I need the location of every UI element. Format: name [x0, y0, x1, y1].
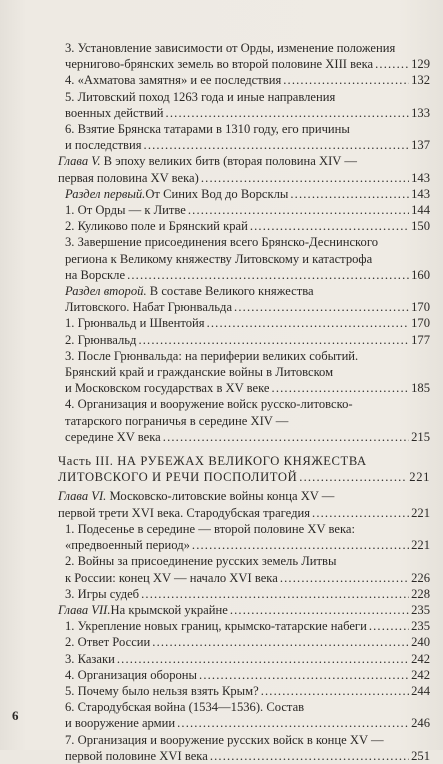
toc-entry-text: 5. Литовский поход 1263 года и иные направления	[65, 89, 336, 104]
dot-leader	[144, 137, 410, 153]
toc-entry-text: «предвоенный период»	[65, 538, 190, 553]
toc-page-number: 170	[411, 316, 430, 331]
dot-leader	[290, 186, 409, 202]
dot-leader	[127, 267, 409, 283]
toc-entry-text: В составе Великого княжества	[149, 284, 314, 299]
dot-leader	[375, 56, 409, 72]
toc-entry-text: Московско-литовские войны конца XV —	[109, 489, 335, 504]
dot-leader	[201, 170, 409, 186]
toc-entry-text: на Ворскле	[65, 267, 126, 282]
toc-page-number: 137	[411, 138, 430, 153]
toc-page-number: 215	[411, 429, 430, 444]
toc-entry	[58, 602, 430, 618]
dot-leader	[138, 332, 409, 348]
toc-page-number: 170	[411, 300, 430, 315]
toc-entry	[58, 72, 430, 88]
toc-entry-text: первой трети XVI века. Стародубская трагедия	[58, 505, 311, 520]
toc-page-number: 235	[411, 602, 430, 617]
toc-entry-text: середине XV века	[65, 429, 161, 444]
toc-entry	[58, 348, 430, 397]
toc-entry-text: На крымской украйне	[110, 602, 228, 617]
toc-entry-text: первая половина XV века)	[58, 170, 199, 185]
toc-entry-prefix: Глава VI.	[58, 489, 107, 504]
toc-entry-text: 5. Почему было нельзя взять Крым?	[65, 683, 259, 698]
toc-entry	[58, 202, 430, 218]
toc-page-number: 235	[411, 619, 430, 634]
toc-page-number: 221	[409, 470, 430, 485]
toc-entry-text: 1. От Орды — к Литве	[65, 203, 186, 218]
toc-page-number: 242	[411, 651, 430, 666]
toc-page-number: 221	[411, 538, 430, 553]
dot-leader	[177, 715, 409, 731]
toc-entry	[58, 683, 430, 699]
toc-entry	[58, 315, 430, 331]
toc-entry-text: Брянский край и гражданские войны в Литовском	[65, 365, 334, 380]
toc-entry	[58, 121, 430, 153]
dot-leader	[166, 105, 410, 121]
toc-page-number: 221	[411, 505, 430, 520]
toc-entry	[58, 651, 430, 667]
toc-page-number: 144	[411, 203, 430, 218]
toc-entry-text: 3. Установление зависимости от Орды, изменение положения	[65, 41, 396, 55]
dot-leader	[283, 72, 409, 88]
toc-entry	[58, 586, 430, 602]
dot-leader	[299, 469, 407, 485]
toc-entry	[58, 618, 430, 634]
toc-page-number: 251	[411, 748, 430, 763]
toc-entry-text: Литовского. Набат Грюнвальда	[65, 300, 233, 315]
toc-entry-text: первой половине XVI века	[65, 748, 208, 763]
toc-entry-text: ЛИТОВСКОГО И РЕЧИ ПОСПОЛИТОЙ	[58, 470, 298, 485]
toc-entry	[58, 186, 430, 202]
toc-entry	[58, 283, 430, 315]
toc-page-number: 242	[411, 667, 430, 682]
toc-entry-prefix: Раздел второй.	[65, 284, 147, 299]
toc-page-number: 240	[411, 635, 430, 650]
toc-entry-text: и последствия	[65, 138, 142, 153]
dot-leader	[272, 380, 410, 396]
dot-leader	[234, 299, 409, 315]
toc-entry-text: 1. Подесенье в середине — второй половине XV века:	[65, 521, 355, 536]
toc-entry-prefix: Раздел первый.	[65, 186, 146, 201]
toc-entry	[58, 667, 430, 683]
toc-entry	[58, 553, 430, 585]
dot-leader	[261, 683, 409, 699]
dot-leader	[163, 429, 409, 445]
toc-entry	[58, 332, 430, 348]
dot-leader	[207, 315, 410, 331]
toc-entry-text: чернигово-брянских земель во второй половине XIII века	[65, 57, 374, 72]
toc-entry-text: татарского пограничья в середине XIV —	[65, 413, 289, 428]
toc-entry-text: региона к Великому княжеству Литовскому и катастрофа	[65, 251, 373, 266]
toc-entry-text: 2. Куликово поле и Брянский край	[65, 219, 248, 234]
toc-entry-text: 2. Ответ России	[65, 635, 151, 650]
toc-entry-text: 4. Организация и вооружение войск русско-литовско-	[65, 397, 353, 412]
dot-leader	[199, 667, 409, 683]
toc-page-number: 185	[411, 381, 430, 396]
toc-page-number: 160	[411, 267, 430, 282]
toc-entry-text: и вооружение армии	[65, 716, 176, 731]
toc-entry-text: 3. Завершение присоединения всего Брянско-Деснинского	[65, 235, 378, 250]
toc-entry-prefix: Глава V.	[58, 154, 101, 169]
toc-entry-text: военных действий	[65, 105, 164, 120]
toc-page-number: 129	[411, 57, 430, 72]
toc-page-number: 132	[411, 73, 430, 88]
table-of-contents	[58, 40, 430, 764]
dot-leader	[117, 651, 409, 667]
toc-page-number: 244	[411, 683, 430, 698]
toc-entry-text: 3. Игры судеб	[65, 586, 140, 601]
toc-entry-prefix: Глава VII.	[58, 602, 111, 617]
dot-leader	[230, 602, 409, 618]
toc-entry	[58, 521, 430, 553]
toc-entry	[58, 732, 430, 764]
dot-leader	[152, 634, 409, 650]
toc-entry	[58, 699, 430, 731]
dot-leader	[141, 586, 409, 602]
toc-entry-text: 1. Грюнвальд и Швентойя	[65, 316, 205, 331]
toc-entry	[58, 634, 430, 650]
dot-leader	[280, 570, 409, 586]
toc-entry-text: Часть III. НА РУБЕЖАХ ВЕЛИКОГО КНЯЖЕСТВА	[58, 454, 367, 469]
dot-leader	[312, 505, 409, 521]
toc-entry	[58, 218, 430, 234]
toc-entry-text: 2. Грюнвальд	[65, 332, 137, 347]
dot-leader	[210, 748, 409, 764]
toc-entry	[58, 40, 430, 72]
toc-page-number: 143	[411, 170, 430, 185]
toc-entry	[58, 396, 430, 445]
toc-page-number: 228	[411, 586, 430, 601]
toc-entry-text: 1. Укрепление новых границ, крымско-татарские набеги	[65, 619, 367, 634]
toc-entry-text: 3. После Грюнвальда: на периферии великих событий.	[65, 348, 359, 363]
toc-entry-text: и Московском государствах в XV веке	[65, 381, 270, 396]
toc-entry	[58, 234, 430, 283]
toc-entry-text: 6. Стародубская война (1534—1536). Состав	[65, 700, 305, 715]
toc-page-number: 246	[411, 716, 430, 731]
toc-entry-text: 6. Взятие Брянска татарами в 1310 году, его причины	[65, 122, 350, 137]
toc-entry-text: 4. Организация обороны	[65, 667, 198, 682]
toc-entry	[58, 153, 430, 185]
toc-entry	[58, 488, 430, 520]
toc-page-number: 133	[411, 105, 430, 120]
toc-page-number: 143	[411, 186, 430, 201]
toc-page-number: 177	[411, 332, 430, 347]
toc-entry-text: 4. «Ахматова замятня» и ее последствия	[65, 73, 282, 88]
toc-entry-text: 2. Войны за присоединение русских земель Литвы	[65, 554, 337, 569]
dot-leader	[250, 218, 409, 234]
toc-page-number: 150	[411, 219, 430, 234]
toc-entry-text: В эпоху великих битв (вторая половина XIV —	[103, 154, 357, 169]
toc-part-heading	[58, 453, 430, 485]
toc-entry	[58, 89, 430, 121]
page-number: 6	[12, 708, 19, 723]
toc-entry-text: к России: конец XV — начало XVI века	[65, 570, 278, 585]
toc-page-number: 226	[411, 570, 430, 585]
dot-leader	[188, 202, 409, 218]
dot-leader	[369, 618, 409, 634]
toc-entry-text: От Синих Вод до Ворсклы	[145, 186, 289, 201]
toc-entry-text: 7. Организация и вооружение русских войск в конце XV —	[65, 732, 384, 747]
dot-leader	[192, 537, 409, 553]
toc-entry-text: 3. Казаки	[65, 651, 115, 666]
